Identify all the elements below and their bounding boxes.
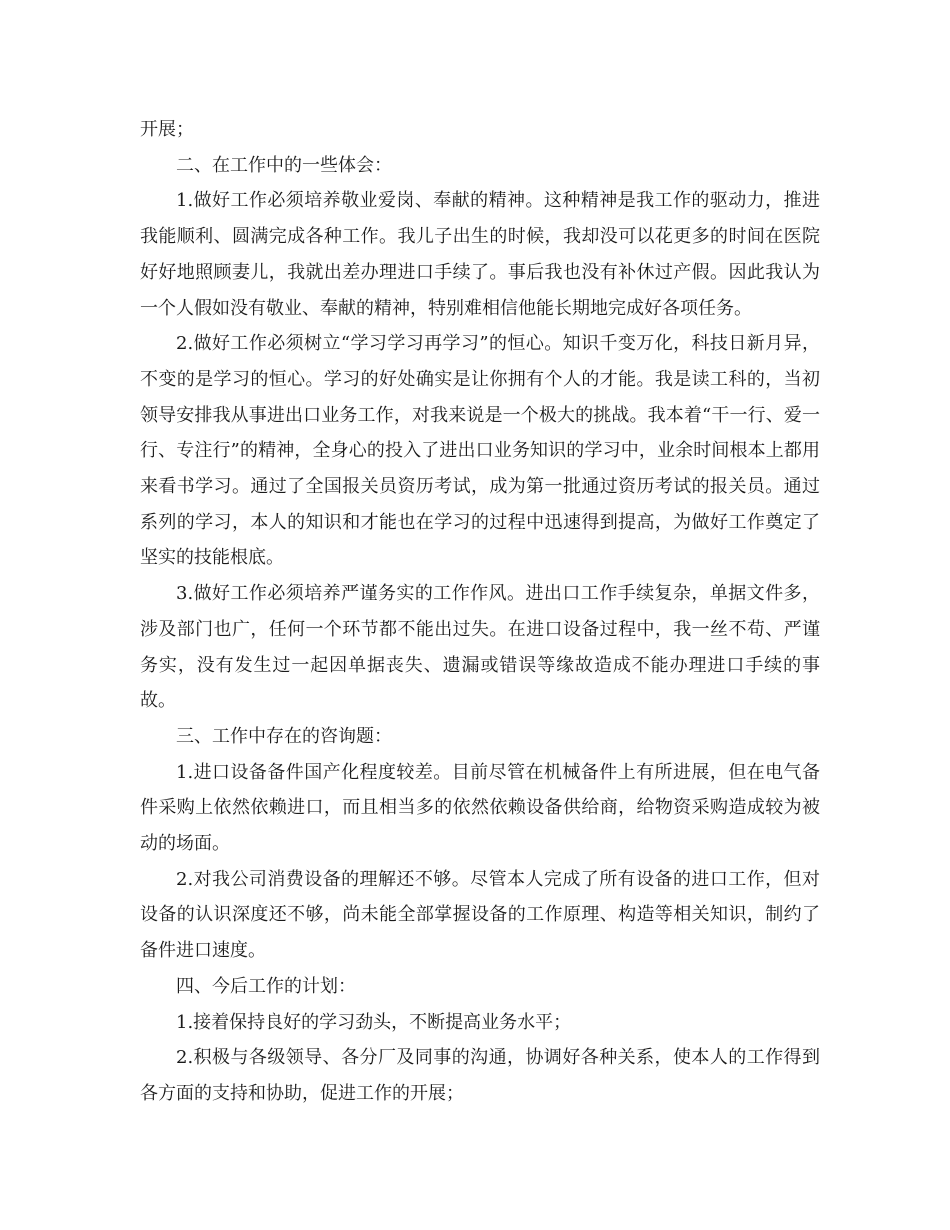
paragraph-dedication: 1.做好工作必须培养敬业爱岗、奉献的精神。这种精神是我工作的驱动力，推进我能顺利、圆满完成各种工作。我儿子出生的时候，我却没可以花更多的时间在医院好好地照顾妻儿，我就出差办理进口手续了。事后我也没有补休过产假。因此我认为一个人假如没有敬业、奉献的精神，特别难相信他能长期地完成好各项任务。 (140, 190, 820, 319)
paragraph-learning: 2.做好工作必须树立“学习学习再学习”的恒心。知识千变万化，科技日新月异，不变的是学习的恒心。学习的好处确实是让你拥有个人的才能。我是读工科的，当初领导安排我从事进出口业务工作，对我来说是一个极大的挑战。我本着“干一行、爱一行、专注行”的精神，全身心的投入了进出口业务知识的学习中，业余时间根本上都用来看书学习。通过了全国报关员资历考试，成为第一批通过资历考试的报关员。通过系列的学习，本人的知识和才能也在学习的过程中迅速得到提高，为做好工作奠定了坚实的技能根底。 (140, 333, 820, 569)
document-page (140, 112, 820, 1112)
paragraph-equipment-understanding: 2.对我公司消费设备的理解还不够。尽管本人完成了所有设备的进口工作，但对设备的认识深度还不够，尚未能全部掌握设备的工作原理、构造等相关知识，制约了备件进口速度。 (140, 868, 820, 962)
section-heading-plans: 四、今后工作的计划： (176, 975, 356, 997)
section-heading-experiences: 二、在工作中的一些体会： (176, 154, 392, 176)
paragraph-localization: 1.进口设备备件国产化程度较差。目前尽管在机械备件上有所进展，但在电气备件采购上依然依赖进口，而且相当多的依然依赖设备供给商，给物资采购造成较为被动的场面。 (140, 761, 820, 855)
plan-item-learning: 1.接着保持良好的学习劲头，不断提高业务水平； (176, 1011, 572, 1033)
paragraph-work-style: 3.做好工作必须培养严谨务实的工作作风。进出口工作手续复杂，单据文件多，涉及部门也广，任何一个环节都不能出过失。在进口设备过程中，我一丝不苟、严谨务实，没有发生过一起因单据丧失、遗漏或错误等缘故造成不能办理进口手续的事故。 (140, 583, 820, 712)
paragraph-continuation: 开展； (140, 119, 194, 140)
plan-item-communication: 2.积极与各级领导、各分厂及同事的沟通，协调好各种关系，使本人的工作得到各方面的支持和协助，促进工作的开展； (140, 1047, 820, 1104)
section-heading-problems: 三、工作中存在的咨询题： (176, 725, 392, 747)
